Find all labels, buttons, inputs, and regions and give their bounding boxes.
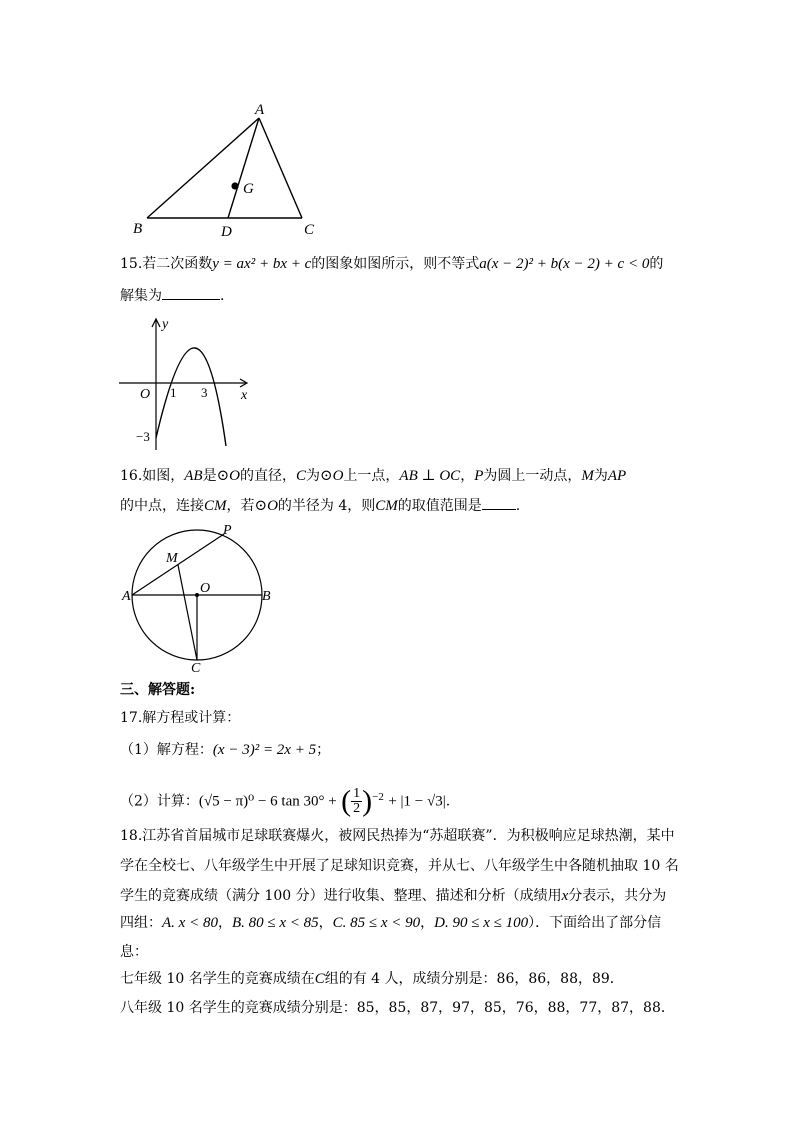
q17-part2 [120,780,450,819]
q18-line2: 学在全校七、八年级学生中开展了足球知识竞赛，并从七、八年级学生中各随机抽取 10 名 [120,858,679,874]
q17-title: 17.解方程或计算： [120,710,241,726]
q18-line1: 18.江苏省首届城市足球联赛爆火，被网民热捧为“苏超联赛”．为积极响应足球热潮，某中 [120,828,675,844]
label-p: P [223,523,232,538]
q17-part1-label: （1）解方程： [120,742,213,758]
axis-x-label: x [241,388,248,403]
q16-c: C [296,468,307,484]
q18-grade7-c: C [314,971,325,987]
point-g [231,182,238,189]
group-d: D. 90 ≤ x ≤ 100 [434,915,529,931]
q15-number: 15. [120,256,143,272]
q16-line1 [120,466,626,486]
label-b: B [133,221,143,237]
group-c: C. 85 ≤ x < 90 [332,915,421,931]
q16-ap: AP [607,468,627,484]
q17-part1 [120,740,330,760]
circle-figure [116,520,281,678]
label-c: C [304,222,315,238]
root-3-label: 3 [201,385,208,400]
q15-end: . [220,288,225,304]
q16-text-g: 为圆上一动点， [483,468,582,484]
q18-line4: 四组：A. x < 80，B. 80 ≤ x < 85，C. 85 ≤ x < 90，D. 90 ≤ x ≤ 100）．下面给出了部分信 [120,915,662,931]
q17-part1-end: ； [316,742,331,758]
q17-part2-end: . [445,793,451,810]
intercept-label: −3 [136,429,150,444]
q17-part2-label: （2）计算： [120,793,199,810]
parabola-figure [116,312,256,452]
label-b: B [262,589,271,604]
q16-answer-blank[interactable] [482,497,516,510]
q16-line2 [120,496,520,516]
q16-circle-o-3: ⊙O [254,498,278,514]
q15-text1: 若二次函数 [142,256,213,272]
triangle-figure [125,98,325,240]
q16-text-e: 上一点， [343,468,400,484]
q17-expression-b: + |1 − √3| [388,793,446,810]
group-b: B. 80 ≤ x < 85 [231,915,319,931]
q15-answer-blank[interactable] [162,287,220,300]
axis-y-label: y [162,317,169,332]
q16-text-l: 的取值范围是 [397,498,482,514]
q16-circle-o: ⊙O [216,468,240,484]
section-heading: 三、解答题: [120,682,196,698]
q16-p: P [474,468,484,484]
origin-label: O [140,387,151,402]
q17-expression-a: (√5 − π)⁰ − 6 tan 30° + [198,793,337,810]
q16-text-h: 为 [593,468,608,484]
group-a: A. x < 80 [162,915,218,931]
q16-text-b: 是 [202,468,217,484]
label-a: A [122,589,131,604]
fraction-half [351,787,362,816]
q16-text-i: 的中点，连接 [120,498,204,514]
fraction-numerator: 1 [353,786,361,802]
q18-groups-label: 四组： [120,915,162,931]
paren-close: ) [362,784,373,818]
q16-end: . [515,498,521,514]
q18-text-b: 分表示，共分为 [568,888,667,904]
paren-open: ( [341,784,352,818]
q15-text3: 的 [649,256,664,272]
q16-cm: CM [204,498,227,514]
label-d: D [221,224,232,240]
center-point [195,593,199,597]
exponent: −2 [372,791,384,803]
q18-line7: 八年级 10 名学生的竞赛成绩分别是：85，85，87，97，85，76，88，77，87，88． [120,1000,675,1016]
q15-text2: 的图象如图所示，则不等式 [311,256,480,272]
q16-text-d: 为 [306,468,321,484]
label-a: A [255,102,265,118]
root-1-label: 1 [170,385,177,400]
q16-cm-2: CM [375,498,398,514]
q18-line6 [120,969,624,989]
label-o: O [200,581,211,596]
q16-m: M [581,468,594,484]
q18-grade7-b: 组的有 4 人，成绩分别是：86，86，88，89． [324,971,624,987]
label-c: C [191,661,201,676]
fraction-denominator: 2 [353,801,361,817]
label-g: G [243,181,254,197]
q18-text-c: ）．下面给出了部分信 [528,915,662,931]
q16-ab: AB [184,468,203,484]
q15-function: y = ax² + bx + c [212,256,312,272]
q16-perpendicular: AB ⊥ OC [399,468,461,484]
q16-text-j: ，若 [226,498,255,514]
label-m: M [166,551,178,566]
q18-line5: 息： [120,944,148,960]
q15-line1 [120,254,663,274]
q16-text-f: ， [460,468,475,484]
q16-text-a: 16.如图， [120,468,185,484]
q16-text-k: 的半径为 4，则 [277,498,376,514]
q17-equation: (x − 3)² = 2x + 5 [212,742,317,758]
q15-text4: 解集为 [120,288,162,304]
q18-x: x [561,888,569,904]
q18-line3 [120,886,666,906]
q16-circle-o-2: ⊙O [320,468,344,484]
q16-text-c: 的直径， [240,468,296,484]
q15-line2 [120,286,224,306]
q15-inequality: a(x − 2)² + b(x − 2) + c < 0 [479,256,650,272]
q18-grade7-a: 七年级 10 名学生的竞赛成绩在 [120,971,315,987]
q18-text-a: 学生的竞赛成绩（满分 100 分）进行收集、整理、描述和分析（成绩用 [120,888,562,904]
